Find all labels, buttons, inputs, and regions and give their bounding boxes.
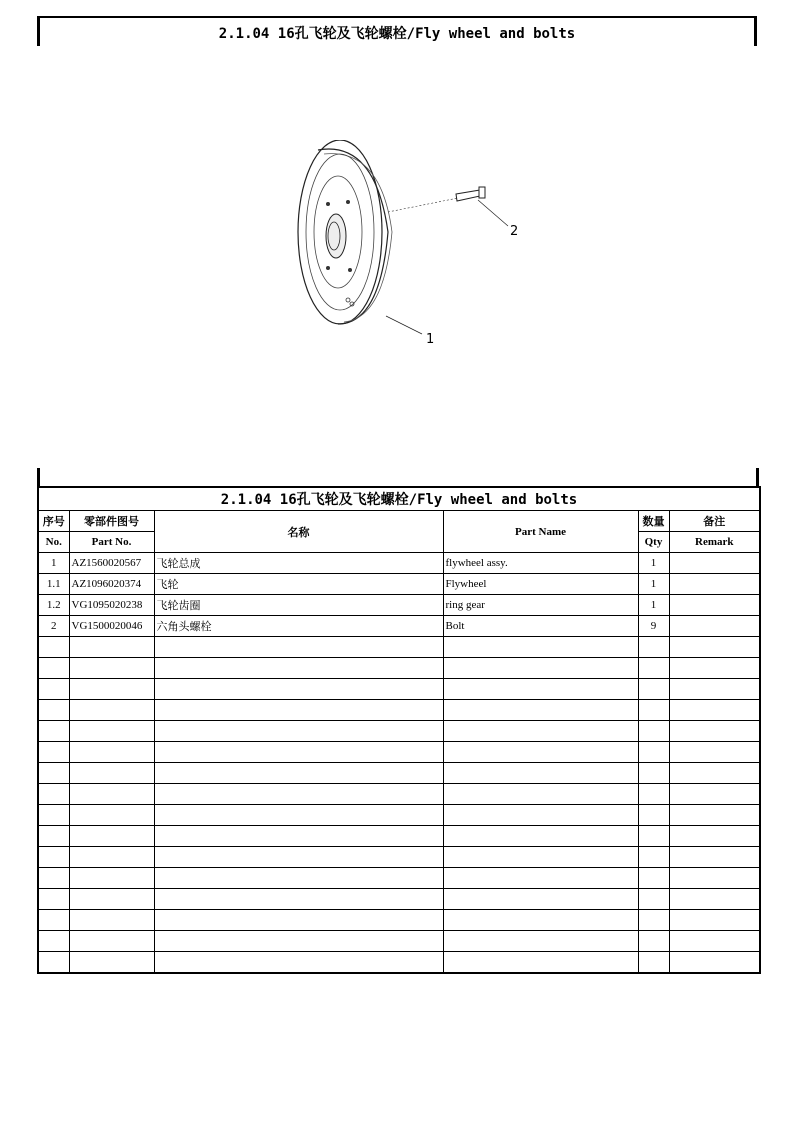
- cell-qty: 1: [638, 574, 669, 595]
- cell-name-en: Flywheel: [443, 574, 638, 595]
- cell-name-en: [443, 658, 638, 679]
- cell-part-no: [69, 700, 154, 721]
- cell-name-cn: [154, 637, 443, 658]
- cell-remark: [669, 742, 760, 763]
- cell-qty: [638, 931, 669, 952]
- cell-qty: [638, 742, 669, 763]
- cell-qty: [638, 889, 669, 910]
- callout-1-label: 1: [426, 332, 435, 347]
- cell-name-cn: [154, 805, 443, 826]
- cell-no: [38, 784, 69, 805]
- header-remark-en: Remark: [669, 532, 760, 553]
- cell-no: [38, 805, 69, 826]
- cell-part-no: [69, 742, 154, 763]
- cell-no: 1: [38, 553, 69, 574]
- cell-name-cn: [154, 889, 443, 910]
- cell-no: [38, 931, 69, 952]
- cell-part-no: [69, 847, 154, 868]
- table-row: [38, 574, 760, 595]
- header-row-cn: [38, 511, 760, 532]
- cell-name-en: [443, 700, 638, 721]
- cell-no: [38, 700, 69, 721]
- cell-qty: [638, 679, 669, 700]
- cell-no: [38, 868, 69, 889]
- exploded-diagram: [280, 140, 540, 360]
- table-title: 2.1.04 16孔飞轮及飞轮螺栓/Fly wheel and bolts: [38, 487, 760, 511]
- cell-qty: [638, 721, 669, 742]
- cell-no: [38, 847, 69, 868]
- flywheel-center-bore: [326, 214, 346, 258]
- cell-qty: [638, 910, 669, 931]
- cell-remark: [669, 763, 760, 784]
- cell-name-cn: 六角头螺栓: [154, 616, 443, 637]
- cell-part-no: [69, 826, 154, 847]
- cell-name-en: [443, 679, 638, 700]
- cell-part-no: VG1095020238: [69, 595, 154, 616]
- cell-name-en: [443, 910, 638, 931]
- cell-no: 1.2: [38, 595, 69, 616]
- cell-name-cn: 飞轮总成: [154, 553, 443, 574]
- cell-remark: [669, 847, 760, 868]
- table-row: [38, 805, 760, 826]
- table-row: [38, 637, 760, 658]
- cell-name-cn: [154, 763, 443, 784]
- cell-no: [38, 952, 69, 974]
- page-header: [37, 16, 757, 46]
- header-qty-cn: 数量: [638, 511, 669, 532]
- cell-name-en: [443, 742, 638, 763]
- table-row: [38, 742, 760, 763]
- cell-name-cn: [154, 742, 443, 763]
- cell-remark: [669, 658, 760, 679]
- cell-name-en: [443, 952, 638, 974]
- bolt-shank: [456, 190, 480, 201]
- cell-name-en: ring gear: [443, 595, 638, 616]
- table-row: [38, 553, 760, 574]
- table-row: [38, 658, 760, 679]
- cell-part-no: [69, 763, 154, 784]
- cell-qty: [638, 826, 669, 847]
- cell-name-cn: [154, 952, 443, 974]
- cell-remark: [669, 805, 760, 826]
- cell-name-cn: [154, 721, 443, 742]
- cell-name-cn: 飞轮齿圈: [154, 595, 443, 616]
- cell-remark: [669, 679, 760, 700]
- cell-name-en: [443, 721, 638, 742]
- callout-2-label: 2: [510, 224, 519, 239]
- cell-name-cn: [154, 910, 443, 931]
- cell-qty: [638, 952, 669, 974]
- cell-no: [38, 742, 69, 763]
- cell-name-cn: 飞轮: [154, 574, 443, 595]
- table-row: [38, 931, 760, 952]
- bolt-hole: [326, 202, 330, 206]
- cell-remark: [669, 700, 760, 721]
- cell-name-en: [443, 931, 638, 952]
- header-seq-cn: 序号: [38, 511, 69, 532]
- cell-qty: [638, 847, 669, 868]
- bolt-axis-line: [388, 198, 458, 212]
- cell-qty: [638, 763, 669, 784]
- header-remark-cn: 备注: [669, 511, 760, 532]
- cell-remark: [669, 931, 760, 952]
- cell-name-en: [443, 784, 638, 805]
- cell-name-en: [443, 826, 638, 847]
- cell-name-en: flywheel assy.: [443, 553, 638, 574]
- table-row: [38, 595, 760, 616]
- cell-remark: [669, 637, 760, 658]
- cell-part-no: [69, 889, 154, 910]
- parts-table: [37, 486, 761, 974]
- cell-remark: [669, 574, 760, 595]
- cell-qty: 9: [638, 616, 669, 637]
- cell-part-no: [69, 868, 154, 889]
- table-row: [38, 826, 760, 847]
- cell-no: [38, 889, 69, 910]
- cell-part-no: [69, 931, 154, 952]
- cell-name-cn: [154, 679, 443, 700]
- cell-remark: [669, 826, 760, 847]
- cell-no: [38, 679, 69, 700]
- cell-qty: [638, 658, 669, 679]
- cell-name-cn: [154, 847, 443, 868]
- cell-name-en: [443, 889, 638, 910]
- cell-qty: [638, 700, 669, 721]
- table-row: [38, 616, 760, 637]
- table-top-rule: [37, 468, 759, 486]
- cell-part-no: [69, 721, 154, 742]
- cell-name-en: [443, 847, 638, 868]
- cell-no: [38, 826, 69, 847]
- cell-part-no: VG1500020046: [69, 616, 154, 637]
- cell-part-no: [69, 952, 154, 974]
- header-name-en: Part Name: [443, 511, 638, 553]
- parts-table-section: [37, 468, 759, 974]
- cell-remark: [669, 595, 760, 616]
- cell-no: [38, 763, 69, 784]
- cell-qty: [638, 637, 669, 658]
- cell-name-en: [443, 868, 638, 889]
- cell-no: [38, 721, 69, 742]
- cell-name-en: Bolt: [443, 616, 638, 637]
- cell-name-en: [443, 763, 638, 784]
- cell-name-cn: [154, 868, 443, 889]
- table-row: [38, 721, 760, 742]
- cell-remark: [669, 868, 760, 889]
- cell-remark: [669, 616, 760, 637]
- cell-remark: [669, 553, 760, 574]
- cell-qty: [638, 868, 669, 889]
- cell-no: 2: [38, 616, 69, 637]
- table-row: [38, 868, 760, 889]
- cell-remark: [669, 721, 760, 742]
- cell-remark: [669, 889, 760, 910]
- cell-no: [38, 910, 69, 931]
- cell-name-en: [443, 805, 638, 826]
- table-row: [38, 679, 760, 700]
- cell-no: 1.1: [38, 574, 69, 595]
- bolt-hole: [348, 268, 352, 272]
- header-name-cn: 名称: [154, 511, 443, 553]
- flywheel-drawing: [280, 140, 540, 360]
- callout-1-leader: [386, 316, 422, 334]
- bolt-hole: [346, 200, 350, 204]
- header-partno-cn: 零部件图号: [69, 511, 154, 532]
- cell-part-no: [69, 679, 154, 700]
- callout-2-leader: [478, 200, 508, 226]
- cell-remark: [669, 784, 760, 805]
- table-row: [38, 700, 760, 721]
- cell-qty: 1: [638, 553, 669, 574]
- cell-qty: [638, 805, 669, 826]
- cell-name-cn: [154, 826, 443, 847]
- table-row: [38, 784, 760, 805]
- cell-name-cn: [154, 784, 443, 805]
- bolt-hole: [326, 266, 330, 270]
- cell-part-no: [69, 805, 154, 826]
- cell-name-en: [443, 637, 638, 658]
- cell-qty: 1: [638, 595, 669, 616]
- table-row: [38, 952, 760, 974]
- cell-part-no: [69, 784, 154, 805]
- table-row: [38, 910, 760, 931]
- cell-name-cn: [154, 700, 443, 721]
- cell-name-cn: [154, 931, 443, 952]
- cell-part-no: [69, 910, 154, 931]
- cell-no: [38, 637, 69, 658]
- table-row: [38, 847, 760, 868]
- table-row: [38, 763, 760, 784]
- cell-part-no: AZ1096020374: [69, 574, 154, 595]
- header-seq-en: No.: [38, 532, 69, 553]
- cell-no: [38, 658, 69, 679]
- cell-part-no: [69, 658, 154, 679]
- cell-name-cn: [154, 658, 443, 679]
- page-title: 2.1.04 16孔飞轮及飞轮螺栓/Fly wheel and bolts: [218, 26, 576, 42]
- cell-qty: [638, 784, 669, 805]
- header-partno-en: Part No.: [69, 532, 154, 553]
- cell-remark: [669, 952, 760, 974]
- table-title-row: [38, 487, 760, 511]
- cell-remark: [669, 910, 760, 931]
- cell-part-no: AZ1560020567: [69, 553, 154, 574]
- table-row: [38, 889, 760, 910]
- bolt-head: [479, 187, 485, 198]
- cell-part-no: [69, 637, 154, 658]
- header-qty-en: Qty: [638, 532, 669, 553]
